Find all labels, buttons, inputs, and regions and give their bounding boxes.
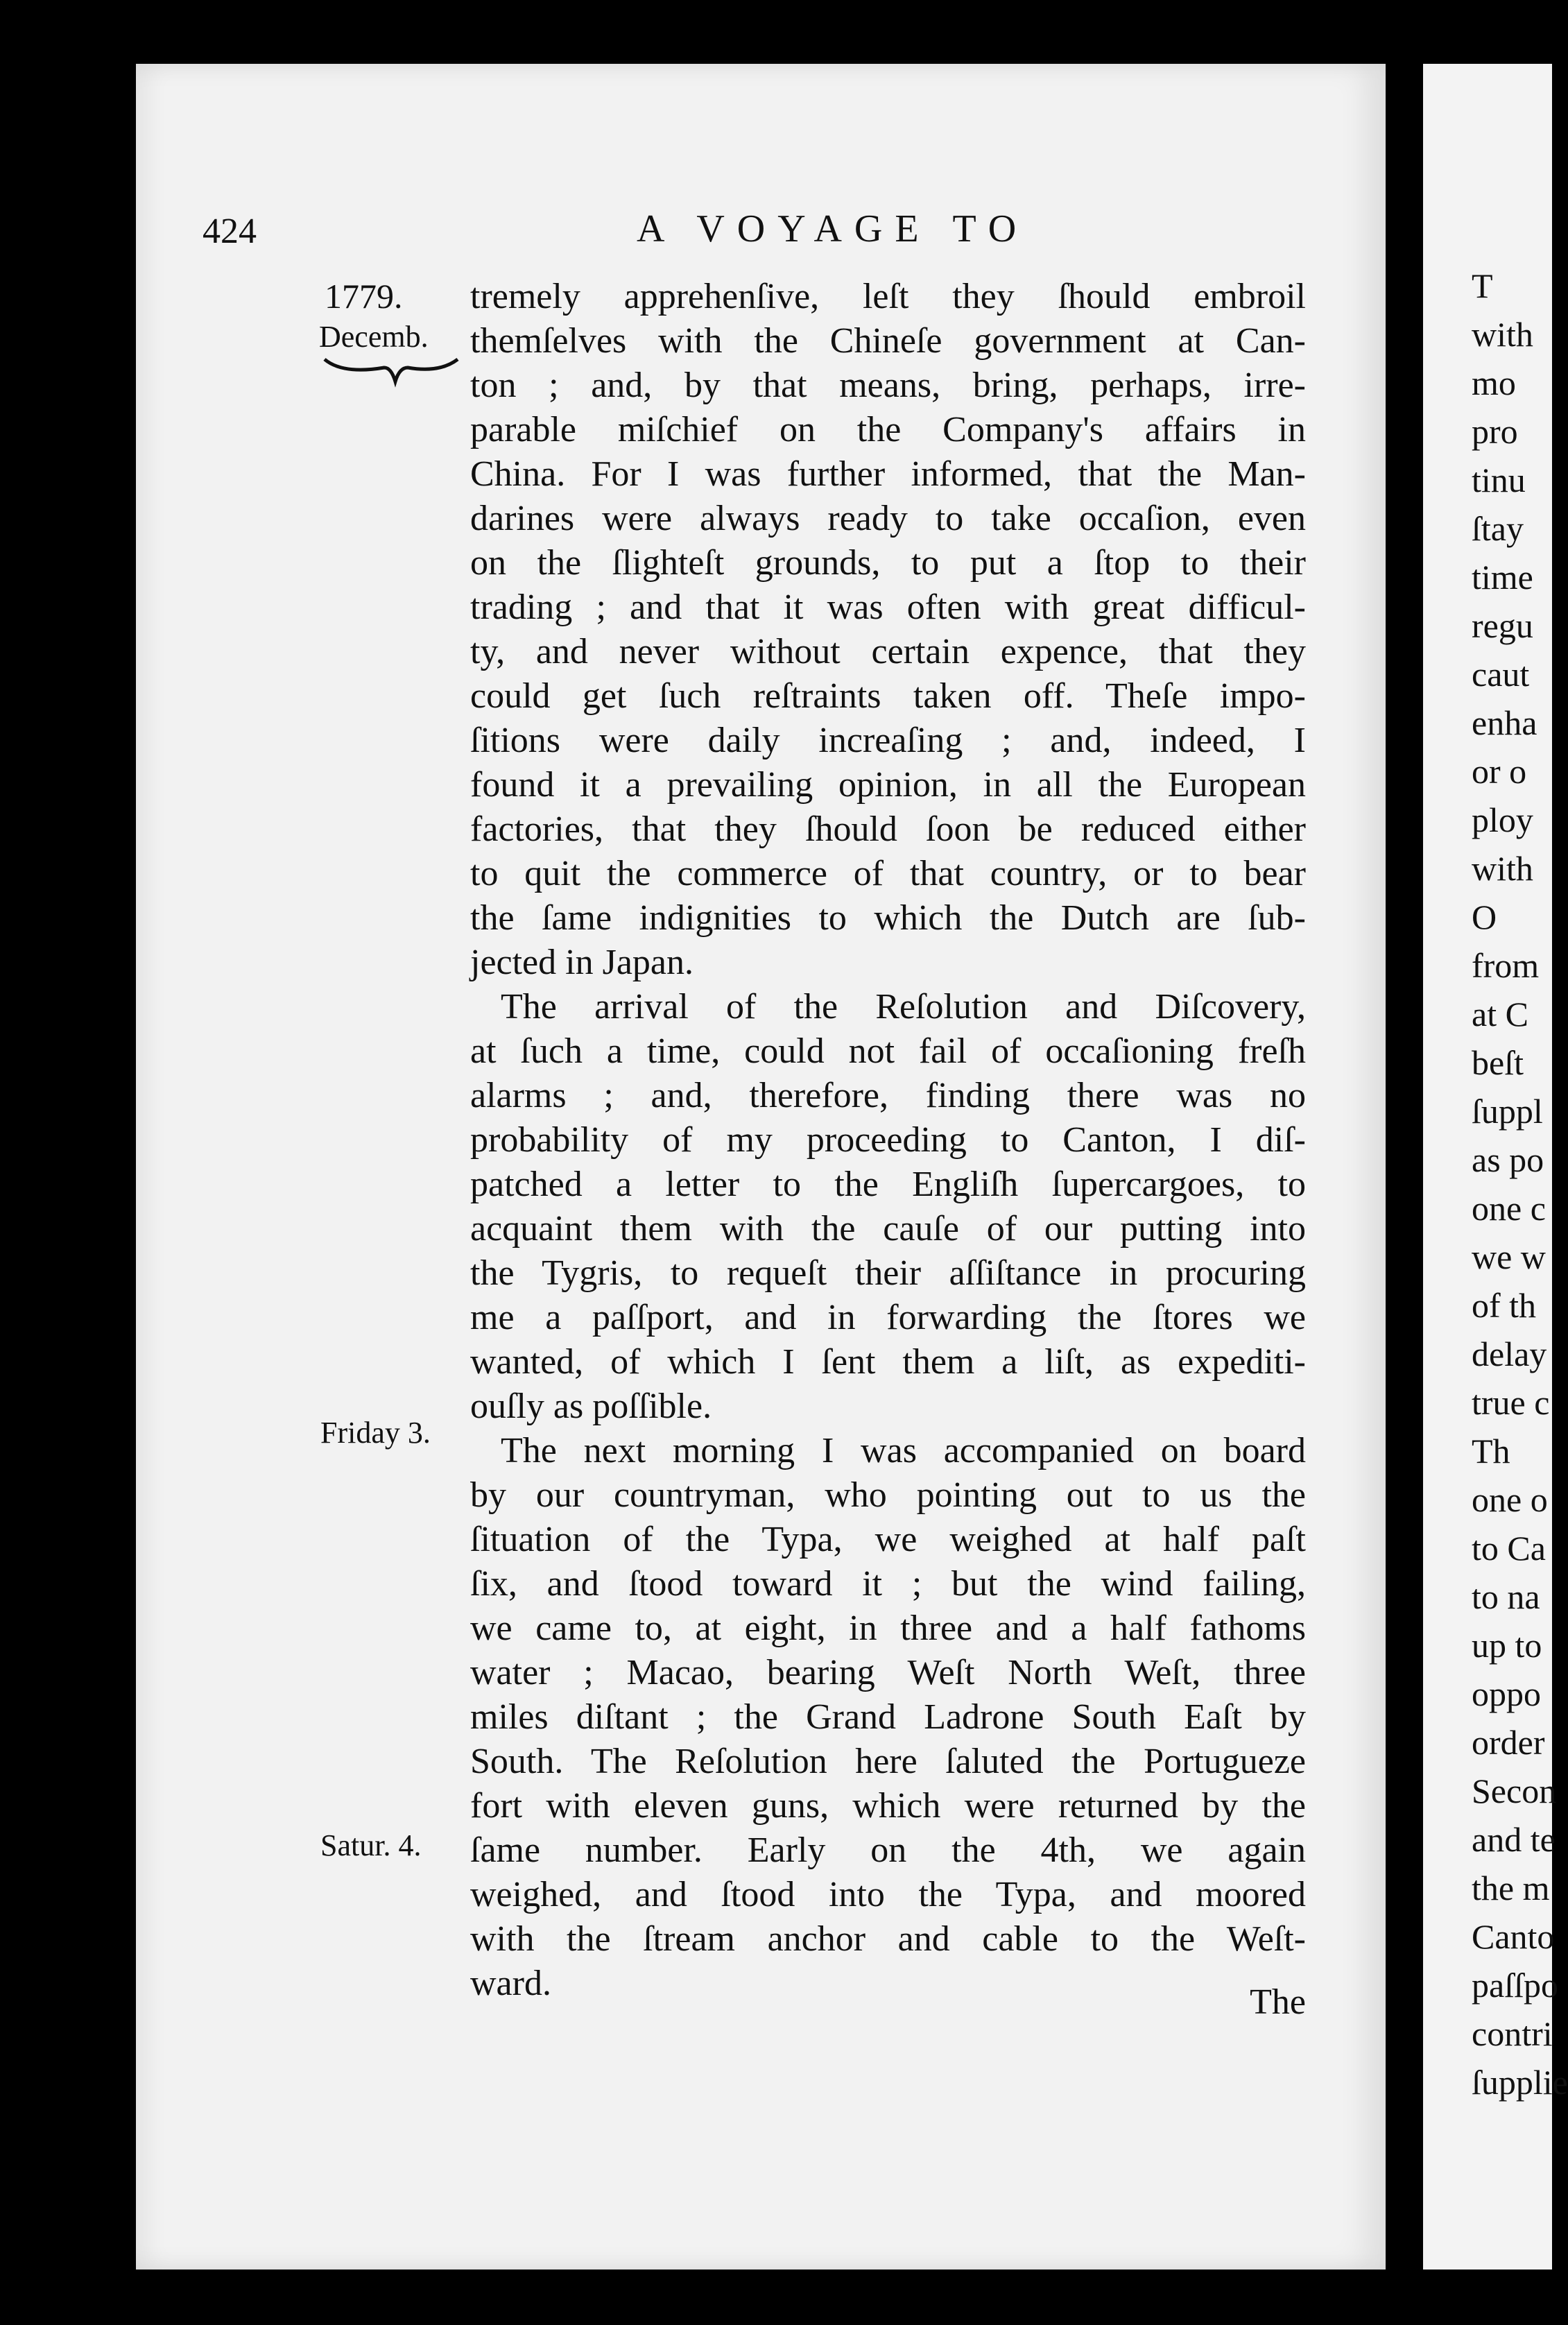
next-page-line: ſtay [1472,509,1524,548]
next-page-line: ploy [1472,800,1533,839]
text-line: found it a prevailing opinion, in all the European [470,765,1306,805]
text-line: ſituation of the Typa, we weighed at half paſt [470,1520,1306,1559]
text-line: China. For I was further informed, that the Man- [470,454,1306,494]
text-line: South. The Reſolution here ſaluted the Portugueze [470,1742,1306,1781]
next-page-line: or o [1472,752,1527,791]
text-line: ton ; and, by that means, bring, perhaps, irre- [470,366,1306,405]
text-line: acquaint them with the cauſe of our putting into [470,1209,1306,1249]
next-page-line: order [1472,1723,1545,1762]
margin-note-year: 1779. [325,277,403,316]
next-page-line: we w [1472,1237,1546,1276]
next-page-line: with [1472,849,1533,888]
text-line: themſelves with the Chineſe government at Can- [470,321,1306,361]
text-line: alarms ; and, therefore, finding there was no [470,1076,1306,1115]
text-line: ſix, and ſtood toward it ; but the wind failing, [470,1564,1306,1604]
page-number: 424 [203,212,257,251]
next-page-line: tinu [1472,461,1526,499]
text-line: miles diſtant ; the Grand Ladrone South Eaſt by [470,1697,1306,1737]
next-page-line: to Ca [1472,1529,1546,1568]
next-page-line: T [1472,266,1493,305]
next-page-line: oppo [1472,1674,1541,1713]
text-line: the ſame indignities to which the Dutch are ſub- [470,898,1306,938]
margin-note-month: Decemb. [319,320,429,354]
text-line: ouſly as poſſible. [470,1387,712,1426]
next-page-line: pro [1472,412,1518,451]
next-page-line: up to [1472,1626,1542,1665]
text-line: The arrival of the Reſolution and Diſcovery, [501,987,1306,1027]
text-line: could get ſuch reſtraints taken off. Theſe impo- [470,676,1306,716]
next-page-line: delay [1472,1335,1547,1373]
next-page-line: Secon [1472,1771,1557,1810]
margin-brace-icon [322,347,460,388]
text-line: with the ſtream anchor and cable to the Weſt- [470,1919,1306,1959]
next-page-line: at C [1472,995,1528,1033]
running-head: A VOYAGE TO [637,207,1029,250]
text-line: the Tygris, to requeſt their aſſiſtance in procuring [470,1253,1306,1293]
text-line: to quit the commerce of that country, or to bear [470,854,1306,893]
text-line: tremely apprehenſive, leſt they ſhould embroil [470,277,1306,316]
next-page-line: one c [1472,1189,1546,1228]
text-line: ſame number. Early on the 4th, we again [470,1830,1306,1870]
margin-note-saturday: Satur. 4. [320,1828,422,1862]
next-page-line: contri [1472,2014,1553,2053]
text-line: patched a letter to the Engliſh ſupercargoes, to [470,1165,1306,1204]
catchword: The [1250,1982,1306,2022]
next-page-line: with [1472,315,1533,354]
margin-note-friday: Friday 3. [320,1416,431,1450]
text-line: wanted, of which I ſent them a liſt, as expediti- [470,1342,1306,1382]
next-page-line: ſupplie [1472,2063,1568,2102]
text-line: fort with eleven guns, which were returned by the [470,1786,1306,1826]
text-line: at ſuch a time, could not fail of occaſioning freſh [470,1031,1306,1071]
next-page-line: paſſpo [1472,1966,1558,2005]
next-page-line: caut [1472,655,1530,694]
text-line: probability of my proceeding to Canton, I diſ- [470,1120,1306,1160]
next-page-line: as po [1472,1140,1544,1179]
text-line: water ; Macao, bearing Weſt North Weſt, three [470,1653,1306,1692]
text-line: on the ſlighteſt grounds, to put a ſtop to their [470,543,1306,583]
text-line: factories, that they ſhould ſoon be reduced either [470,809,1306,849]
next-page-line: mo [1472,363,1516,402]
text-line: me a paſſport, and in forwarding the ſtores we [470,1298,1306,1337]
next-page-line: enha [1472,703,1537,742]
next-page-line: regu [1472,606,1533,645]
next-page-line: Th [1472,1432,1510,1470]
text-line: ty, and never without certain expence, that they [470,632,1306,671]
text-line: by our countryman, who pointing out to us the [470,1475,1306,1515]
next-page-line: and te [1472,1820,1556,1859]
next-page-line: time [1472,558,1533,597]
text-line: trading ; and that it was often with great difficul- [470,587,1306,627]
next-page-line: beſt [1472,1043,1524,1082]
text-line: parable miſchief on the Company's affairs in [470,410,1306,449]
next-page-line: ſuppl [1472,1092,1543,1131]
next-page-line: to na [1472,1577,1540,1616]
next-page-line: from [1472,946,1540,985]
next-page-line: O [1472,898,1497,936]
next-page-line: of th [1472,1286,1537,1325]
text-line: ward. [470,1964,551,2003]
next-page-line: the m [1472,1869,1550,1907]
text-line: we came to, at eight, in three and a half fathoms [470,1608,1306,1648]
text-line: The next morning I was accompanied on board [501,1431,1306,1470]
text-line: ſitions were daily increaſing ; and, indeed, I [470,721,1306,760]
next-page-line: true c [1472,1383,1550,1422]
text-line: jected in Japan. [470,943,693,982]
text-line: darines were always ready to take occaſion, even [470,499,1306,538]
text-line: weighed, and ſtood into the Typa, and moored [470,1875,1306,1914]
next-page-line: Canto [1472,1917,1555,1956]
next-page-line: one o [1472,1480,1548,1519]
